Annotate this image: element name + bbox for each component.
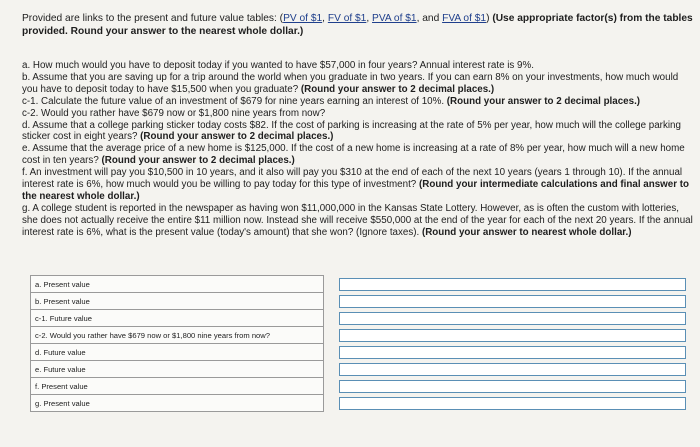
pva-table-link[interactable]: PVA of $1 <box>372 13 417 24</box>
question-text: f. An investment will pay you $10,500 in 10 years, and it also will pay you $310 at the end of each of the next 10 years (years 1 through 10). If the annual interest rate is 6%, how much would you be willing to pay today for this type of investment? <box>22 167 683 191</box>
answer-row-e <box>31 361 686 378</box>
answer-row-b <box>31 293 686 310</box>
question-a <box>22 60 694 72</box>
intro-lead: Provided are links to the present and future value tables: ( <box>22 13 284 24</box>
intro-separator: , <box>322 13 328 24</box>
question-note: (Round your answer to nearest whole dollar.) <box>421 226 632 238</box>
answer-input-a[interactable] <box>339 278 686 291</box>
answer-label: b. Present value <box>31 293 324 310</box>
answer-label: e. Future value <box>31 361 324 378</box>
question-note: (Round your intermediate calculations and final answer to the nearest whole dollar.) <box>22 179 690 202</box>
answer-input-c1[interactable] <box>339 312 686 325</box>
answer-row-d <box>31 344 686 361</box>
question-text: c-1. Calculate the future value of an investment of $679 for nine years earning an interest of 10%. <box>22 95 445 107</box>
answer-label: c-2. Would you rather have $679 now or $1,800 nine years from now? <box>31 327 324 344</box>
intro-close: ) <box>486 13 493 24</box>
answer-label: g. Present value <box>31 395 324 412</box>
answer-label: c-1. Future value <box>31 310 324 327</box>
question-note: (Round your answer to 2 decimal places.) <box>446 95 641 107</box>
question-text: a. How much would you have to deposit today if you wanted to have $57,000 in four years? Annual interest rate is 9%. <box>22 60 534 71</box>
answer-input-g[interactable] <box>339 397 686 410</box>
pv-table-link[interactable]: PV of $1 <box>283 13 323 24</box>
answer-table <box>30 275 686 412</box>
answer-row-a <box>31 276 686 293</box>
question-note: (Round your answer to 2 decimal places.) <box>140 131 334 143</box>
answer-input-b[interactable] <box>339 295 686 308</box>
question-note: (Round your answer to 2 decimal places.) <box>300 83 495 95</box>
answer-label: a. Present value <box>31 276 324 293</box>
question-f <box>22 167 694 203</box>
question-g <box>22 203 694 239</box>
fv-table-link[interactable]: FV of $1 <box>327 13 367 24</box>
fva-table-link[interactable]: FVA of $1 <box>442 13 487 24</box>
question-d <box>22 120 694 144</box>
question-e <box>22 143 694 167</box>
question-text: c-2. Would you rather have $679 now or $1,800 nine years from now? <box>22 107 326 119</box>
intro-instruction: (Use appropriate factor(s) from the tables provided. Round your answer to the nearest whole dollar.) <box>22 13 693 37</box>
question-b <box>22 72 694 96</box>
question-text: e. Assume that the average price of a new home is $125,000. If the cost of a new home is increasing at a rate of 8% per year, how much will a new home cost in ten years? <box>22 143 685 167</box>
answer-input-e[interactable] <box>339 363 686 376</box>
question-text: g. A college student is reported in the newspaper as having won $11,000,000 in the Kansas State Lottery. However, as is often the custom with lotteries, she does not actually receive the entire $11 million now. Instead she will receive $550,000 at the end of the year for each of the next 20 years. If the annual interest rate is 6%, what is the present value (today's amount) that she won? (Ignore taxes). <box>22 202 693 238</box>
question-c2 <box>22 108 694 120</box>
question-c1 <box>22 96 694 108</box>
question-note: (Round your answer to 2 decimal places.) <box>101 155 295 167</box>
answer-label: f. Present value <box>31 378 324 395</box>
answer-label: d. Future value <box>31 344 324 361</box>
answer-row-f <box>31 378 686 395</box>
question-text: d. Assume that a college parking sticker today costs $82. If the cost of parking is increasing at the rate of 5% per year, how much will the college parking sticker cost in eight years? <box>22 119 681 143</box>
question-text: b. Assume that you are saving up for a trip around the world when you graduate in two years. If you can earn 8% on your investments, how much would you have to deposit today to have $15,500 when you graduate? <box>22 71 679 95</box>
answer-row-c2 <box>31 327 686 344</box>
answer-row-c1 <box>31 310 686 327</box>
answer-input-c2[interactable] <box>339 329 686 342</box>
answer-input-f[interactable] <box>339 380 686 393</box>
answer-row-g <box>31 395 686 412</box>
intro-paragraph <box>22 13 694 38</box>
question-list <box>22 60 694 239</box>
intro-separator: , and <box>416 13 443 24</box>
answer-input-d[interactable] <box>339 346 686 359</box>
intro-separator: , <box>366 13 373 24</box>
